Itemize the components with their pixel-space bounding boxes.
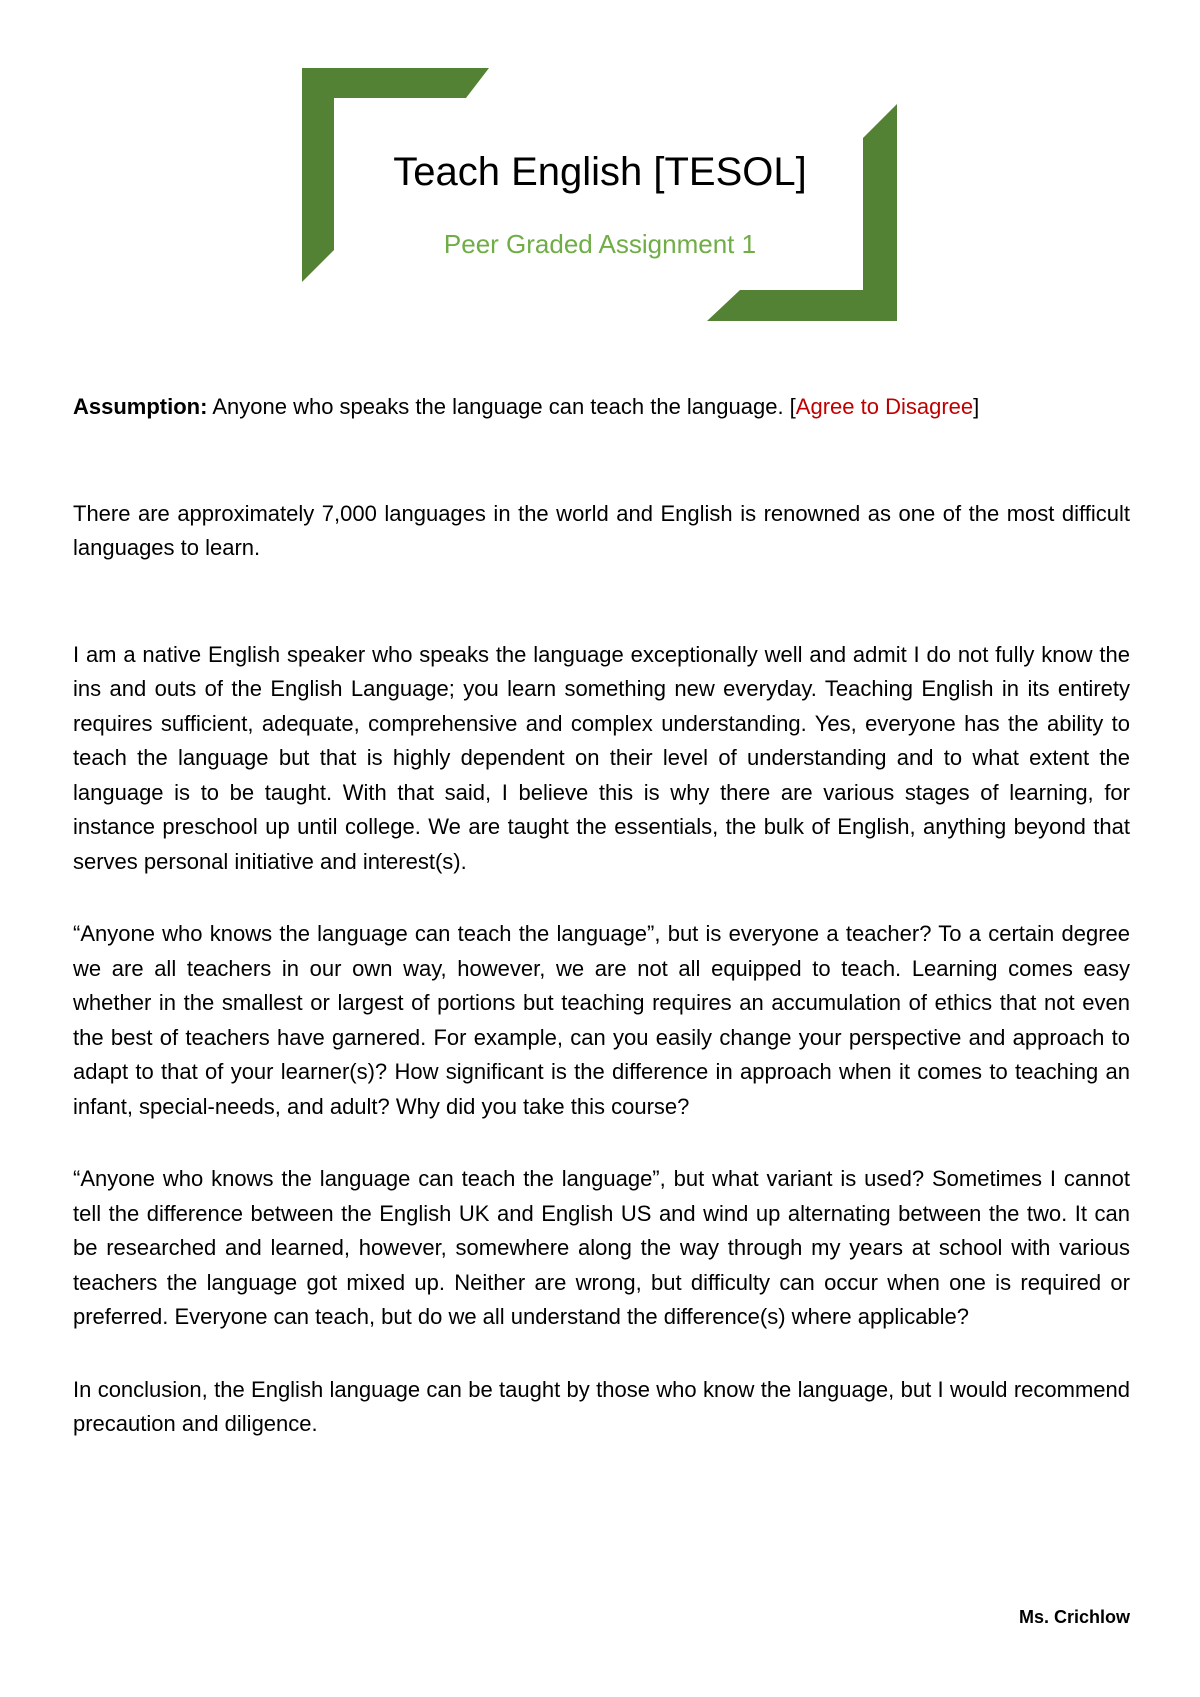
paragraph-variant: “Anyone who knows the language can teach the language”, but what variant is used? Sometimes I cannot tell the difference between the English UK and English US and wind up alternating between the two. It can be researched and learned, however, somewhere along the way through my years at school with various teachers the language got mixed up. Neither are wrong, but difficulty can occur when one is required or preferred. Everyone can teach, but do we all understand the difference(s) where applicable?	[73, 1166, 1130, 1329]
frame-corner-bottom-right	[707, 104, 897, 321]
assumption-line	[73, 390, 1130, 425]
paragraph-native-speaker: I am a native English speaker who speaks the language exceptionally well and admit I do not fully know the ins and outs of the English Language; you learn something new everyday. Teaching English in its entirety requires sufficient, adequate, comprehensive and complex understanding. Yes, everyone has the ability to teach the language but that is highly dependent on their level of understanding and to what extent the language is to be taught. With that said, I believe this is why there are various stages of learning, for instance preschool up until college. We are taught the essentials, the bulk of English, anything beyond that serves personal initiative and interest(s).	[73, 641, 1130, 874]
document-title: Teach English [TESOL]	[393, 150, 807, 194]
assumption-label: Assumption:	[73, 394, 208, 419]
assumption-statement: Anyone who speaks the language can teach the language. [	[207, 394, 796, 419]
paragraph-conclusion: In conclusion, the English language can be taught by those who know the language, but I would recommend precaution and diligence.	[73, 1376, 1130, 1436]
assumption-close: ]	[973, 394, 980, 419]
signature: Ms. Crichlow	[1018, 1607, 1130, 1627]
document-subtitle: Peer Graded Assignment 1	[443, 229, 757, 259]
document-body	[73, 390, 1130, 1442]
assumption-stance: Agree to Disagree	[795, 394, 974, 419]
paragraph-teacher: “Anyone who knows the language can teach the language”, but is everyone a teacher? To a certain degree we are all teachers in our own way, however, we are not all equipped to teach. Learning comes easy whether in the smallest or largest of portions but teaching requires an accumulation of ethics that not even the best of teachers have garnered. For example, can you easily change your perspective and approach to adapt to that of your learner(s)? How significant is the difference in approach when it comes to teaching an infant, special-needs, and adult? Why did you take this course?	[73, 921, 1130, 1119]
paragraph-intro: There are approximately 7,000 languages in the world and English is renowned as one of the most difficult languages to learn.	[73, 500, 1130, 560]
